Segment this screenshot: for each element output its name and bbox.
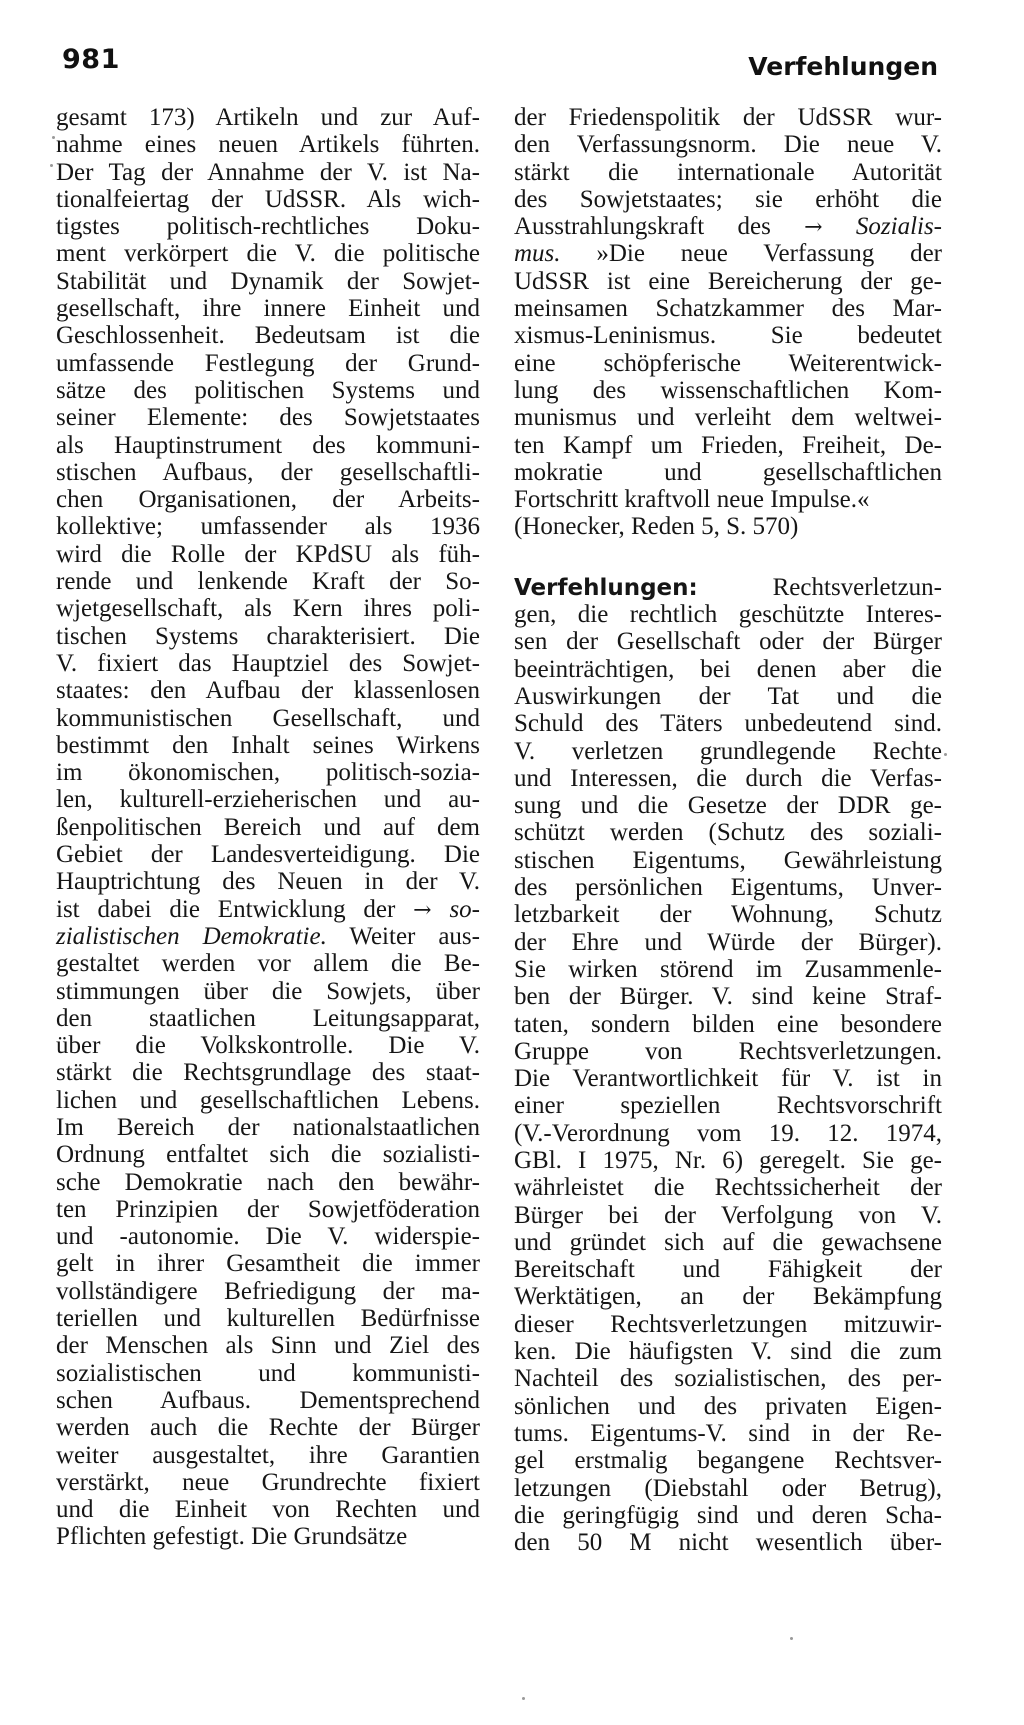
entry-line-34: letzungen (Diebstahl oder Betrug),	[514, 1474, 942, 1502]
left-line-6: ment verkörpert die V. die politische	[56, 240, 480, 268]
left-line-48: schen Aufbaus. Dementsprechend	[56, 1386, 480, 1414]
left-line-53: Pflichten gefestigt. Die Grundsätze	[56, 1523, 408, 1551]
entry-line-29: ken. Die häufigsten V. sind die zum	[514, 1338, 942, 1366]
cross-reference-start[interactable]: so-	[449, 895, 481, 923]
left-line-22: staates: den Aufbau der klassenlosen	[56, 677, 480, 705]
entry-separator	[514, 541, 942, 574]
left-line-37: lichen und gesellschaftlichen Lebens.	[56, 1086, 480, 1114]
entry-line-4: beeinträchtigen, bei denen aber die	[514, 655, 942, 683]
cross-reference-arrow-icon: →	[413, 897, 432, 923]
scan-speck	[944, 753, 947, 756]
cross-reference-sozialismus-end[interactable]: mus.	[514, 240, 561, 268]
left-line-38: Im Bereich der nationalstaatlichen	[56, 1113, 480, 1141]
entry-first-line-rest: Rechtsverletzun-	[772, 573, 942, 601]
entry-headword: Verfehlungen:	[514, 574, 698, 601]
left-line-49: werden auch die Rechte der Bürger	[56, 1414, 480, 1442]
left-line-20: tischen Systems charakterisiert. Die	[56, 622, 480, 650]
left-line-34: den staatlichen Leitungsapparat,	[56, 1004, 480, 1032]
entry-line-15: Sie wirken störend im Zusammenle-	[514, 955, 942, 983]
left-line-24: bestimmt den Inhalt seines Wirkens	[56, 731, 480, 759]
entry-line-3: sen der Gesellschaft oder der Bürger	[514, 628, 942, 656]
left-line-9: Geschlossenheit. Bedeutsam ist die	[56, 322, 480, 350]
entry-line-27: Werktätigen, an der Bekämpfung	[514, 1283, 942, 1311]
entry-line-31: sönlichen und des privaten Eigen-	[514, 1392, 942, 1420]
entry-line-12: des persönlichen Eigentums, Unver-	[514, 874, 942, 902]
left-line-25: im ökonomischen, politisch-sozia-	[56, 759, 480, 787]
left-line-3: Der Tag der Annahme der V. ist Na-	[56, 158, 480, 186]
entry-line-19: Die Verantwortlichkeit für V. ist in	[514, 1065, 942, 1093]
quote-start: »Die neue Verfassung der	[596, 240, 943, 268]
right-line-13: ten Kampf um Frieden, Freiheit, De-	[514, 431, 942, 459]
right-line-11: lung des wissenschaftlichen Kom-	[514, 376, 942, 404]
right-line-15: Fortschritt kraftvoll neue Impulse.«	[514, 486, 870, 514]
entry-line-9: sung und die Gesetze der DDR ge-	[514, 792, 942, 820]
entry-line-2: gen, die rechtlich geschützte Interes-	[514, 601, 942, 629]
left-line-26: len, kulturell-erzieherischen und au-	[56, 786, 480, 814]
right-line-12: munismus und verleiht dem weltwei-	[514, 404, 942, 432]
cross-reference-sozialismus-start[interactable]: Sozialis-	[855, 213, 943, 241]
entry-line-21: (V.-Verordnung vom 19. 12. 1974,	[514, 1119, 942, 1147]
left-line-15: chen Organisationen, der Arbeits-	[56, 486, 480, 514]
right-line-8: meinsamen Schatzkammer des Mar-	[514, 295, 942, 323]
entry-line-10: schützt werden (Schutz des soziali-	[514, 819, 942, 847]
entry-line-32: tums. Eigentums-V. sind in der Re-	[514, 1419, 942, 1447]
running-head: Verfehlungen	[748, 52, 938, 81]
cross-reference-arrow-icon: →	[804, 215, 823, 241]
entry-line-11: stischen Eigentums, Gewährleistung	[514, 846, 942, 874]
left-line-23: kommunistischen Gesellschaft, und	[56, 704, 480, 732]
left-line-17: wird die Rolle der KPdSU als füh-	[56, 540, 480, 568]
entry-line-8: und Interessen, die durch die Verfas-	[514, 764, 942, 792]
left-line-43: gelt in ihrer Gesamtheit die immer	[56, 1250, 480, 1278]
scan-speck	[522, 1697, 525, 1700]
right-line-10: eine schöpferische Weiterentwick-	[514, 349, 942, 377]
entry-line-17: taten, sondern bilden eine besondere	[514, 1010, 942, 1038]
left-line-19: wjetgesellschaft, als Kern ihres poli-	[56, 595, 480, 623]
left-line-36: stärkt die Rechtsgrundlage des staat-	[56, 1059, 480, 1087]
entry-line-13: letzbarkeit der Wohnung, Schutz	[514, 901, 942, 929]
left-line-27: ßenpolitischen Bereich und auf dem	[56, 813, 480, 841]
left-line-4: tionalfeiertag der UdSSR. Als wich-	[56, 185, 480, 213]
entry-line-14: der Ehre und Würde der Bürger).	[514, 928, 942, 956]
entry-line-20: einer speziellen Rechtsvorschrift	[514, 1092, 942, 1120]
left-line-28: Gebiet der Landesverteidigung. Die	[56, 841, 480, 869]
right-line-1: der Friedenspolitik der UdSSR wur-	[514, 104, 942, 131]
right-line-3: stärkt die internationale Autorität	[514, 158, 942, 186]
right-line-7: UdSSR ist eine Bereicherung der ge-	[514, 267, 942, 295]
left-line-51: verstärkt, neue Grundrechte fixiert	[56, 1468, 480, 1496]
citation: (Honecker, Reden 5, S. 570)	[514, 513, 799, 541]
left-line-10: umfassende Festlegung der Grund-	[56, 349, 480, 377]
left-line-21: V. fixiert das Hauptziel des Sowjet-	[56, 649, 480, 677]
left-line-8: gesellschaft, ihre innere Einheit und	[56, 295, 480, 323]
left-line-41: ten Prinzipien der Sowjetföderation	[56, 1195, 480, 1223]
left-line-5: tigstes politisch-rechtliches Doku-	[56, 213, 480, 241]
left-line-14: stischen Aufbaus, der gesellschaftli-	[56, 458, 480, 486]
right-line-6	[514, 240, 942, 267]
right-line-4: des Sowjetstaates; sie erhöht die	[514, 185, 942, 213]
entry-line-6: Schuld des Täters unbedeutend sind.	[514, 710, 942, 738]
left-line-44: vollständigere Befriedigung der ma-	[56, 1277, 480, 1305]
left-line-2: nahme eines neuen Artikels führten.	[56, 131, 480, 159]
entry-line-16: ben der Bürger. V. sind keine Straf-	[514, 983, 942, 1011]
entry-line-23: währleistet die Rechtssicherheit der	[514, 1174, 942, 1202]
cross-reference-sozialistische-demokratie[interactable]: zialistischen Demokratie.	[56, 922, 327, 950]
right-line-5	[514, 213, 942, 240]
scan-speck	[50, 164, 53, 167]
right-column	[514, 104, 942, 1556]
left-line-29: Hauptrichtung des Neuen in der V.	[56, 868, 480, 896]
left-line-50: weiter ausgestaltet, ihre Garantien	[56, 1441, 480, 1469]
left-line-32: gestaltet werden vor allem die Be-	[56, 950, 480, 978]
right-line-5-text: Ausstrahlungskraft des	[514, 213, 771, 241]
left-line-31-rest: Weiter aus-	[349, 922, 480, 950]
left-line-12: seiner Elemente: des Sowjetstaates	[56, 404, 480, 432]
entry-line-25: und gründet sich auf die gewachsene	[514, 1228, 942, 1256]
scan-speck	[52, 136, 55, 139]
right-line-14: mokratie und gesellschaftlichen	[514, 458, 942, 486]
entry-line-22: GBl. I 1975, Nr. 6) geregelt. Sie ge-	[514, 1146, 942, 1174]
right-line-9: xismus-Leninismus. Sie bedeutet	[514, 322, 942, 350]
left-line-35: über die Volkskontrolle. Die V.	[56, 1032, 480, 1060]
entry-first-line	[514, 574, 942, 601]
entry-line-28: dieser Rechtsverletzungen mitzuwir-	[514, 1310, 942, 1338]
left-line-45: teriellen und kulturellen Bedürfnisse	[56, 1305, 480, 1333]
entry-line-26: Bereitschaft und Fähigkeit der	[514, 1256, 942, 1284]
page-number: 981	[62, 44, 120, 75]
left-line-1: gesamt 173) Artikeln und zur Auf-	[56, 104, 480, 131]
left-line-11: sätze des politischen Systems und	[56, 376, 480, 404]
left-line-30	[56, 896, 480, 923]
scan-speck	[790, 1637, 793, 1640]
entry-line-35: die geringfügig sind und deren Scha-	[514, 1501, 942, 1529]
entry-line-7: V. verletzen grundlegende Rechte	[514, 737, 942, 765]
left-line-42: und -autonomie. Die V. widerspie-	[56, 1223, 480, 1251]
left-line-16: kollektive; umfassender als 1936	[56, 513, 480, 541]
left-line-33: stimmungen über die Sowjets, über	[56, 977, 480, 1005]
entry-line-5: Auswirkungen der Tat und die	[514, 682, 942, 710]
left-line-40: sche Demokratie nach den bewähr-	[56, 1168, 480, 1196]
right-line-2: den Verfassungsnorm. Die neue V.	[514, 131, 942, 159]
entry-line-36: den 50 M nicht wesentlich über-	[514, 1529, 942, 1557]
left-line-46: der Menschen als Sinn und Ziel des	[56, 1332, 480, 1360]
left-line-39: Ordnung entfaltet sich die sozialisti-	[56, 1141, 480, 1169]
left-line-30-text: ist dabei die Entwicklung der	[56, 895, 396, 923]
entry-line-33: gel erstmalig begangene Rechtsver-	[514, 1447, 942, 1475]
entry-line-30: Nachteil des sozialistischen, des per-	[514, 1365, 942, 1393]
left-line-18: rende und lenkende Kraft der So-	[56, 568, 480, 596]
entry-line-18: Gruppe von Rechtsverletzungen.	[514, 1037, 942, 1065]
left-line-7: Stabilität und Dynamik der Sowjet-	[56, 267, 480, 295]
left-line-13: als Hauptinstrument des kommuni-	[56, 431, 480, 459]
left-line-52: und die Einheit von Rechten und	[56, 1496, 480, 1524]
left-column	[56, 104, 480, 1551]
left-line-31	[56, 923, 480, 950]
left-line-47: sozialistischen und kommunisti-	[56, 1359, 480, 1387]
entry-line-24: Bürger bei der Verfolgung von V.	[514, 1201, 942, 1229]
